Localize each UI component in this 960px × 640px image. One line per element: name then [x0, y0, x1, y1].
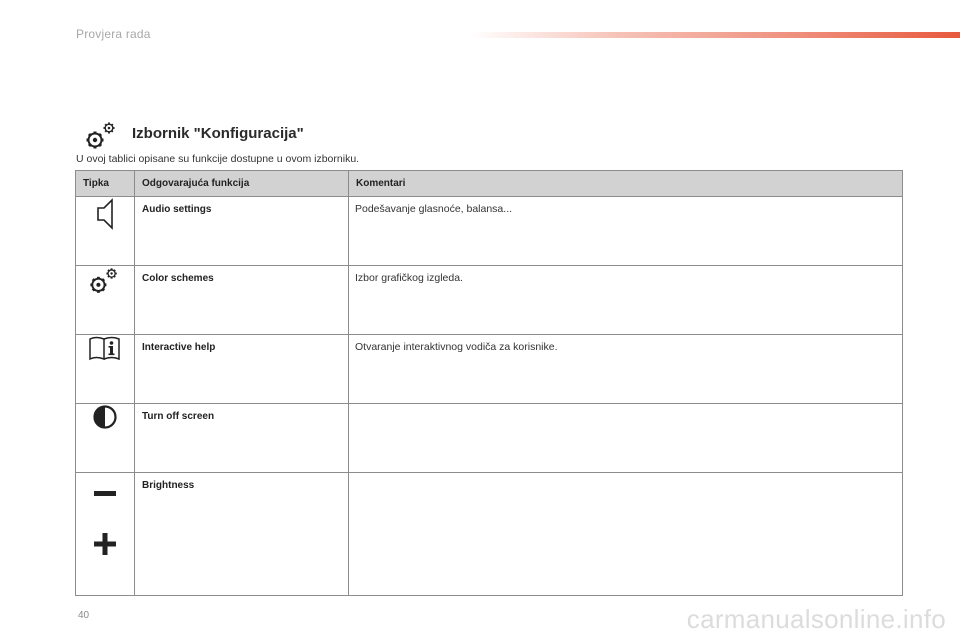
- key-cell: [76, 473, 135, 596]
- table-row: [76, 197, 903, 266]
- function-name: Audio settings: [135, 197, 349, 266]
- function-table: [75, 170, 903, 596]
- function-comment: Izbor grafičkog izgleda.: [349, 266, 903, 335]
- table-row: [76, 473, 903, 596]
- key-cell: [76, 404, 135, 473]
- column-header-key: Tipka: [76, 171, 135, 197]
- function-comment: [349, 473, 903, 596]
- info-book-icon: [76, 335, 134, 361]
- function-name: Brightness: [135, 473, 349, 596]
- key-cell: [76, 335, 135, 404]
- page-header-title: Provjera rada: [76, 27, 151, 41]
- section-heading: [84, 120, 304, 154]
- table-row: [76, 404, 903, 473]
- table-header-row: [76, 171, 903, 197]
- function-comment: Podešavanje glasnoće, balansa...: [349, 197, 903, 266]
- section-title: Izbornik "Konfiguracija": [132, 124, 304, 142]
- settings-gears-icon: [84, 120, 120, 154]
- table-row: [76, 266, 903, 335]
- half-circle-icon: [76, 404, 134, 430]
- column-header-comment: Komentari: [349, 171, 903, 197]
- intro-text: U ovoj tablici opisane su funkcije dostupne u ovom izborniku.: [76, 153, 360, 165]
- minus-icon: [94, 491, 116, 497]
- table-row: [76, 335, 903, 404]
- function-name: Turn off screen: [135, 404, 349, 473]
- function-name: Color schemes: [135, 266, 349, 335]
- function-comment: Otvaranje interaktivnog vodiča za korisnike.: [349, 335, 903, 404]
- watermark: carmanualsonline.info: [686, 604, 946, 634]
- page-number: 40: [78, 610, 90, 621]
- key-cell: [76, 197, 135, 266]
- speaker-icon: [76, 197, 134, 231]
- function-name: Interactive help: [135, 335, 349, 404]
- function-comment: [349, 404, 903, 473]
- header-accent-bar: [470, 32, 960, 38]
- column-header-function: Odgovarajuća funkcija: [135, 171, 349, 197]
- plus-icon: [94, 533, 116, 555]
- settings-gears-icon: [76, 266, 134, 298]
- key-cell: [76, 266, 135, 335]
